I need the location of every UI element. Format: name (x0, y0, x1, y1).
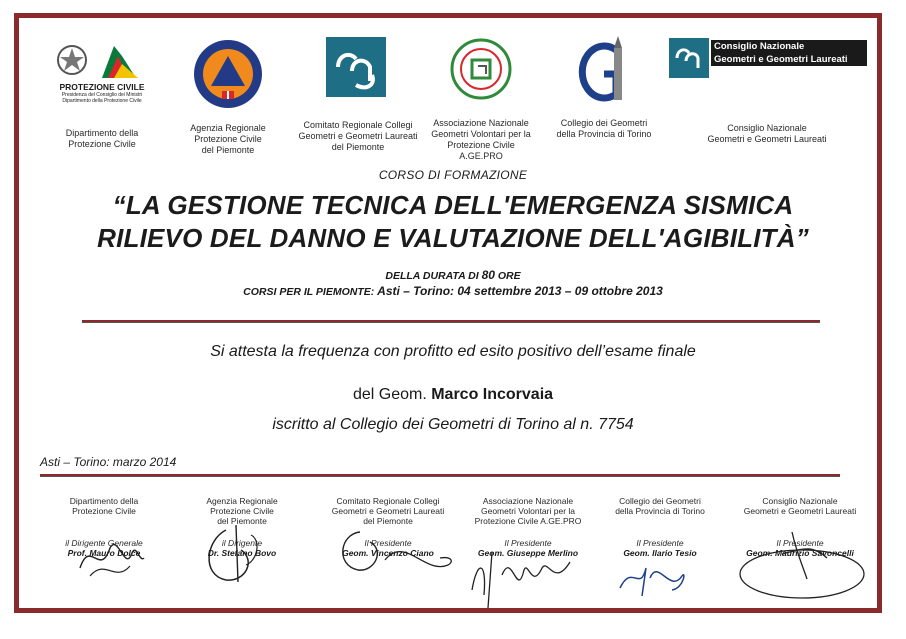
sig-role: il Dirigente Generale (65, 538, 143, 548)
caption-line: A.GE.PRO (459, 151, 503, 161)
sig-role: Il Presidente (504, 538, 552, 548)
caption-line: della Provincia di Torino (556, 129, 652, 139)
logo-caption-4 (416, 118, 546, 162)
divider-top (82, 320, 820, 323)
agepro-logo (450, 38, 512, 100)
signature-dolce (70, 528, 150, 586)
sig-org-line: del Piemonte (363, 516, 413, 526)
course-title-line1: “LA GESTIONE TECNICA DELL'EMERGENZA SISMICA (112, 190, 794, 220)
signature-merlino (462, 540, 582, 610)
duration-value: 80 (481, 268, 495, 282)
signature-ciano (330, 520, 460, 580)
sig-org-line: Consiglio Nazionale (762, 496, 838, 506)
consiglio-nazionale-logo (669, 38, 867, 78)
course-title-line2: RILIEVO DEL DANNO E VALUTAZIONE DELL'AGIBILITÀ” (97, 223, 809, 253)
logo-caption-2 (170, 123, 286, 156)
recipient-line (0, 386, 906, 404)
caption-line: Collegio dei Geometri (560, 118, 648, 128)
protezione-civile-title: PROTEZIONE CIVILE (59, 82, 145, 92)
sig-org-line: Geometri Volontari per la (480, 506, 576, 516)
protezione-civile-sub2: Dipartimento della Protezione Civile (62, 98, 142, 104)
caption-line: del Piemonte (201, 145, 255, 155)
cng-monogram-small-icon (669, 38, 709, 78)
certificate-statement: Si attesta la frequenza con profitto ed esito positivo dell’esame finale (210, 343, 696, 360)
course-dates (0, 284, 906, 298)
sig-role: Il Presidente (776, 538, 824, 548)
sig-role: Il Presidente (364, 538, 412, 548)
caption-line: Protezione Civile (68, 139, 136, 149)
caption-line: Comitato Regionale Collegi (303, 120, 413, 130)
cng-mark-icon (669, 38, 709, 78)
signature-bovo (196, 520, 276, 588)
course-duration (0, 268, 906, 282)
divider-bottom (40, 474, 840, 477)
signature-savoncelli (732, 524, 872, 604)
caption-line: Protezione Civile (194, 134, 262, 144)
caption-line: Consiglio Nazionale (727, 123, 807, 133)
recipient-name: Marco Incorvaia (431, 386, 554, 403)
cng-monogram-icon (326, 37, 386, 97)
sig-org-line: Geometri e Geometri Laureati (743, 506, 857, 516)
sig-name: Prof. Mauro Dolce (67, 548, 141, 558)
protezione-civile-logo (52, 38, 152, 108)
sig-name: Geom. Giuseppe Merlino (477, 548, 579, 558)
caption-line: Dipartimento della (65, 128, 139, 138)
sig-org-line: della Provincia di Torino (615, 506, 705, 516)
sig-role: Il Presidente (636, 538, 684, 548)
place-date: Asti – Torino: marzo 2014 (40, 455, 177, 469)
collegio-torino-logo (576, 36, 632, 106)
sig-name: Geom. Vincenzo Ciano (342, 548, 434, 558)
duration-prefix: DELLA DURATA DI (385, 270, 482, 282)
logo-caption-6 (692, 123, 842, 145)
caption-line: Geometri e Geometri Laureati (707, 134, 827, 144)
dates-prefix: CORSI PER IL PIEMONTE: (243, 286, 378, 298)
sig-org-line: Associazione Nazionale (482, 496, 574, 506)
italy-emblem-icon (52, 38, 152, 86)
registration-line: iscritto al Collegio dei Geometri di Torino al n. 7754 (272, 416, 634, 433)
logo-caption-1 (42, 128, 162, 150)
sig-org-line: del Piemonte (217, 516, 267, 526)
agepro-emblem-icon (450, 38, 512, 100)
cn-title-line2: Geometri e Geometri Laureati (711, 53, 867, 66)
caption-line: Protezione Civile (447, 140, 515, 150)
sig-org-line: Protezione Civile A.GE.PRO (474, 516, 582, 526)
sig-name: Geom. Ilario Tesio (623, 548, 697, 558)
sig-org-line: Protezione Civile (210, 506, 274, 516)
cng-comitato-logo (326, 37, 386, 97)
duration-suffix: ORE (494, 270, 521, 282)
logo-caption-5 (548, 118, 660, 140)
sig-org-line: Geometri e Geometri Laureati (331, 506, 445, 516)
sig-name: Dr. Stefano Bovo (207, 548, 277, 558)
sig-org-line: Comitato Regionale Collegi (336, 496, 440, 506)
caption-line: Geometri e Geometri Laureati (298, 131, 418, 141)
recipient-prefix: del Geom. (352, 386, 432, 403)
caption-line: del Piemonte (331, 142, 385, 152)
signature-tesio (612, 548, 692, 602)
regione-piemonte-pc-logo (192, 38, 264, 110)
protezione-civile-sub1: Presidenza del Consiglio dei Ministri (61, 92, 143, 98)
sig-org-line: Dipartimento della (69, 496, 139, 506)
sig-org-line: Protezione Civile (72, 506, 136, 516)
sig-org-line: Collegio dei Geometri (619, 496, 701, 506)
logo-caption-3 (296, 120, 420, 153)
cn-title-line1: Consiglio Nazionale (711, 40, 867, 53)
sig-name: Geom. Maurizio Savoncelli (746, 548, 854, 558)
sig-org-line: Agenzia Regionale (206, 496, 278, 506)
caption-line: Associazione Nazionale (433, 118, 529, 128)
course-label: CORSO DI FORMAZIONE (378, 168, 528, 182)
caption-line: Agenzia Regionale (190, 123, 266, 133)
dates-value: Asti – Torino: 04 settembre 2013 – 09 ottobre 2013 (377, 284, 663, 298)
sig-role: il Dirigente (221, 538, 263, 548)
caption-line: Geometri Volontari per la (431, 129, 531, 139)
collegio-g-tower-icon (576, 36, 632, 106)
piemonte-pc-emblem-icon (192, 38, 264, 110)
